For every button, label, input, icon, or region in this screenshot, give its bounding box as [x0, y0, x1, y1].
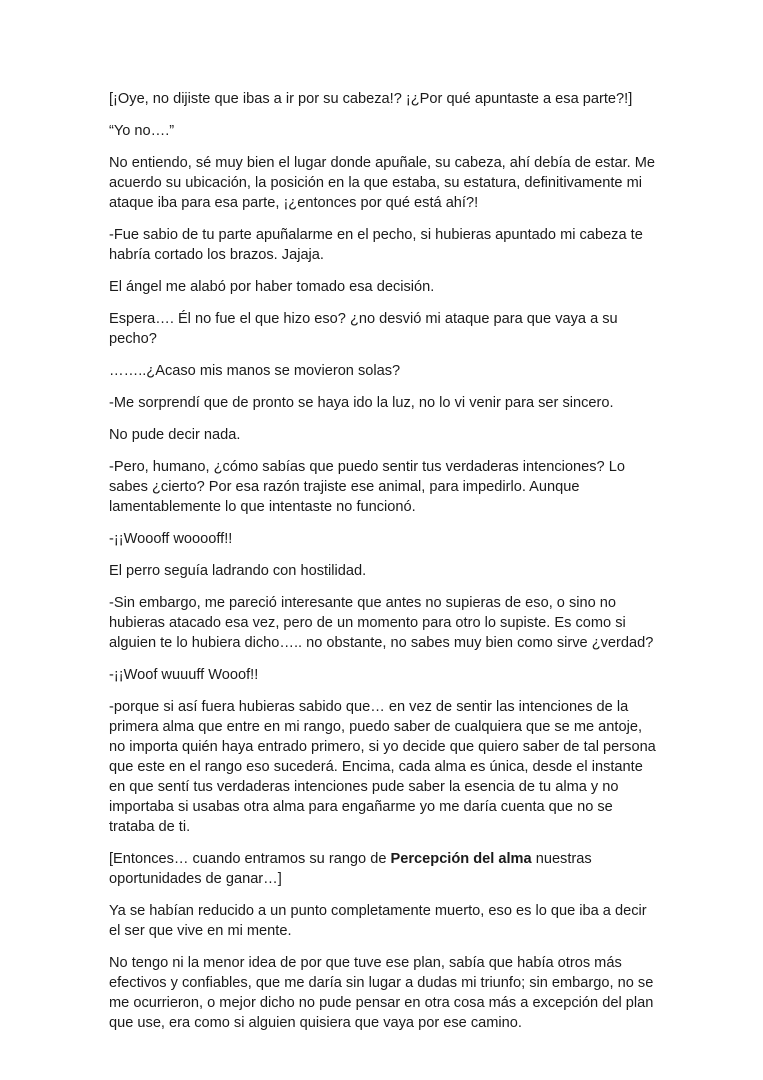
paragraph: -porque si así fuera hubieras sabido que… en vez de sentir las intenciones de la primera alma que entre en mi rango, puedo saber de cualquiera que se me antoje, no importa quién haya entrado primero, si yo decide que quiero saber de tal persona que este en el rango eso sucederá. Encima, cada alma es única, desde el instante en que sentí tus verdaderas intenciones pude saber la esencia de tu alma y no importaba si usabas otra alma para engañarme yo me daría cuenta que no se trataba de ti. — [109, 699, 656, 835]
paragraph: [¡Oye, no dijiste que ibas a ir por su cabeza!? ¡¿Por qué apuntaste a esa parte?!] — [109, 91, 633, 107]
document-page — [109, 89, 657, 1045]
paragraph: “Yo no….” — [109, 123, 175, 139]
paragraph-text: nuestras oportunidades de ganar…] — [109, 851, 592, 887]
paragraph: -Fue sabio de tu parte apuñalarme en el pecho, si hubieras apuntado mi cabeza te habría cortado los brazos. Jajaja. — [109, 227, 643, 263]
paragraph: -Sin embargo, me pareció interesante que antes no supieras de eso, o sino no hubieras atacado esa vez, pero de un momento para otro lo supiste. Es como si alguien te lo hubiera dicho….. no obstante, no sabes muy bien como sirve ¿verdad? — [109, 595, 654, 651]
paragraph-soul-perception — [109, 849, 657, 889]
paragraph: El ángel me alabó por haber tomado esa decisión. — [109, 279, 435, 295]
paragraph-text: [Entonces… cuando entramos su rango de — [109, 851, 391, 867]
bold-term: Percepción del alma — [390, 851, 532, 867]
paragraph: Ya se habían reducido a un punto completamente muerto, eso es lo que iba a decir el ser que vive en mi mente. — [109, 903, 647, 939]
paragraph: Espera…. Él no fue el que hizo eso? ¿no desvió mi ataque para que vaya a su pecho? — [109, 311, 618, 347]
paragraph: No pude decir nada. — [109, 427, 241, 443]
paragraph: -¡¡Woof wuuuff Wooof!! — [109, 667, 259, 683]
paragraph: -Pero, humano, ¿cómo sabías que puedo sentir tus verdaderas intenciones? Lo sabes ¿cierto? Por esa razón trajiste ese animal, para impedirlo. Aunque lamentablemente lo que intentaste no funcionó. — [109, 459, 625, 515]
paragraph: -Me sorprendí que de pronto se haya ido la luz, no lo vi venir para ser sincero. — [109, 395, 614, 411]
paragraph: El perro seguía ladrando con hostilidad. — [109, 563, 367, 579]
paragraph: No tengo ni la menor idea de por que tuve ese plan, sabía que había otros más efectivos y confiables, que me daría sin lugar a dudas mi triunfo; sin embargo, no se me ocurrieron, o mejor dicho no pude pensar en otra cosa más a excepción del plan que use, era como si alguien quisiera que vaya por ese camino. — [109, 955, 654, 1031]
paragraph: -¡¡Woooff wooooff!! — [109, 531, 233, 547]
paragraph: ……..¿Acaso mis manos se movieron solas? — [109, 363, 401, 379]
paragraph: No entiendo, sé muy bien el lugar donde apuñale, su cabeza, ahí debía de estar. Me acuerdo su ubicación, la posición en la que estaba, su estatura, definitivamente mi ataque iba para esa parte, ¡¿entonces por qué está ahí?! — [109, 155, 656, 211]
